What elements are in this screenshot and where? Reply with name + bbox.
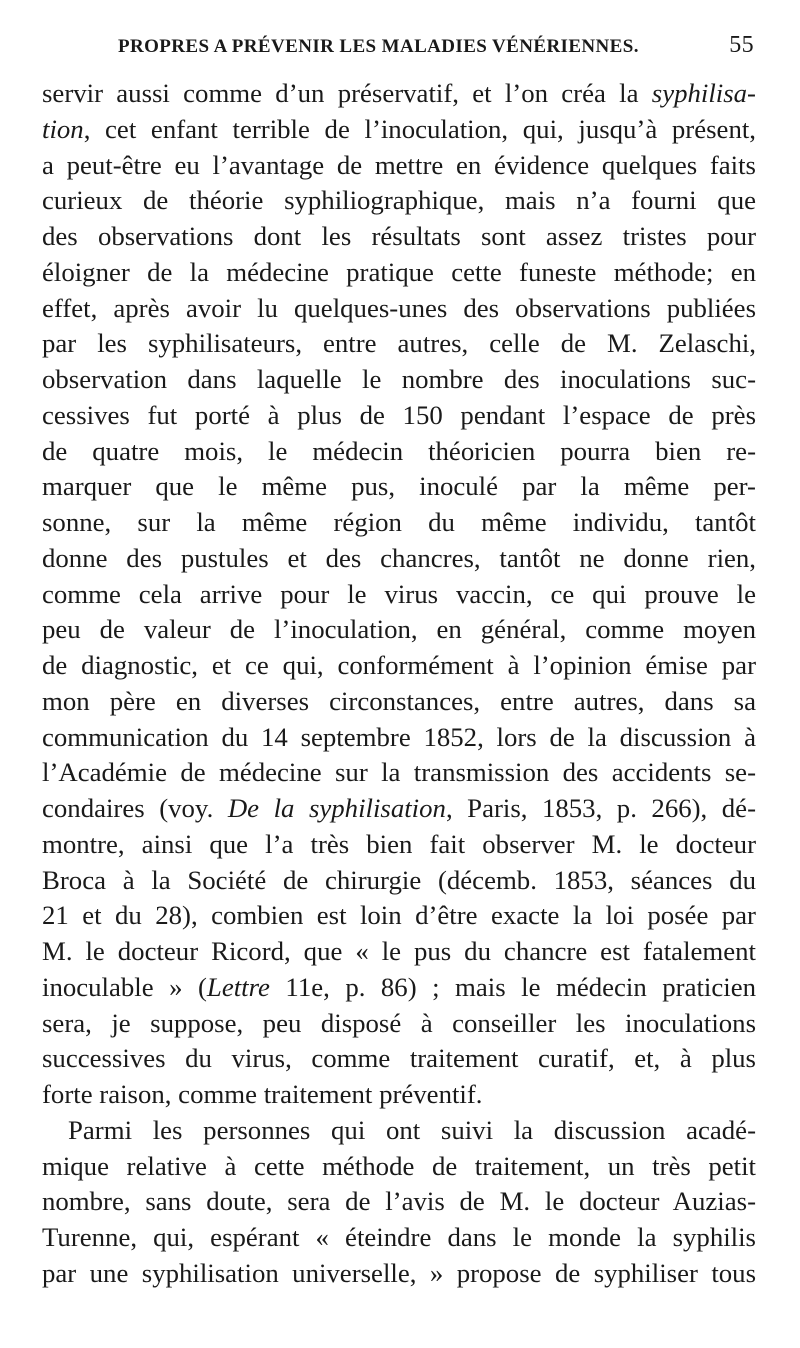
- text-segment: 21 et du 28), combien est loin d’être exacte la loi posée par: [42, 900, 756, 931]
- text-line: [42, 1041, 756, 1077]
- italic-text: De la syphilisation: [227, 793, 446, 823]
- text-segment: mon père en diverses circonstances, entre autres, dans sa: [42, 685, 756, 716]
- text-line: [42, 1006, 756, 1042]
- text-segment: sera, je suppose, peu disposé à conseiller les inoculations: [42, 1007, 756, 1038]
- text-line: [42, 219, 756, 255]
- text-segment: successives du virus, comme traitement curatif, et, à plus: [42, 1043, 756, 1074]
- text-line: [42, 112, 756, 148]
- text-line: [42, 183, 756, 219]
- text-segment: , cet enfant terrible de l’inoculation, qui, jusqu’à présent,: [83, 113, 756, 144]
- text-segment: l’Académie de médecine sur la transmission des accidents se-: [42, 757, 756, 788]
- text-segment: effet, après avoir lu quelques-unes des observations publiées: [42, 292, 756, 323]
- text-line: [42, 934, 756, 970]
- text-line: [42, 326, 756, 362]
- text-segment: curieux de théorie syphiliographique, mais n’a fourni que: [42, 185, 756, 216]
- text-line: [42, 720, 756, 756]
- text-line: [42, 612, 756, 648]
- text-segment: sonne, sur la même région du même individu, tantôt: [42, 507, 756, 537]
- text-line: [42, 898, 756, 934]
- text-line: [42, 398, 756, 434]
- text-line: [42, 648, 756, 684]
- text-segment: servir aussi comme d’un préservatif, et l’on créa la: [42, 78, 652, 108]
- text-segment: de quatre mois, le médecin théoricien pourra bien re-: [42, 435, 756, 466]
- text-line: [42, 827, 756, 863]
- text-line: [42, 1077, 756, 1113]
- text-segment: par les syphilisateurs, entre autres, celle de M. Zelaschi,: [42, 328, 756, 359]
- text-line: [42, 148, 756, 184]
- text-line: [42, 1220, 756, 1256]
- text-segment: cessives fut porté à plus de 150 pendant l’espace de près: [42, 399, 756, 430]
- text-segment: inoculable » (: [42, 971, 207, 1002]
- italic-text: tion: [42, 113, 84, 144]
- text-segment: par une syphilisation universelle, » propose de syphiliser tous: [42, 1257, 756, 1288]
- text-segment: M. le docteur Ricord, que « le pus du chancre est fatalement: [42, 936, 756, 966]
- text-line: [42, 577, 756, 613]
- text-segment: comme cela arrive pour le virus vaccin, ce qui prouve le: [42, 578, 756, 609]
- text-line: [42, 76, 756, 112]
- text-line: [42, 863, 756, 899]
- text-line: [42, 1149, 756, 1185]
- running-head: [118, 32, 754, 72]
- running-title: PROPRES A PRÉVENIR LES MALADIES VÉNÉRIENNES.: [118, 36, 639, 57]
- text-segment: , Paris, 1853, p. 266), dé-: [445, 793, 756, 823]
- text-line: [42, 1113, 756, 1149]
- text-segment: 11e, p. 86) ; mais le médecin praticien: [269, 971, 756, 1002]
- text-segment: a peut-être eu l’avantage de mettre en évidence quelques faits: [42, 149, 756, 180]
- body-text: [42, 76, 756, 1292]
- text-segment: communication du 14 septembre 1852, lors de la discussion à: [42, 721, 756, 752]
- text-segment: Broca à la Société de chirurgie (décemb. 1853, séances du: [42, 864, 756, 895]
- text-segment: montre, ainsi que l’a très bien fait observer M. le docteur: [42, 828, 756, 859]
- text-line: [42, 791, 756, 827]
- text-line: [42, 541, 756, 577]
- text-segment: Parmi les personnes qui ont suivi la discussion acadé-: [68, 1114, 756, 1145]
- text-line: [42, 255, 756, 291]
- text-line: [42, 362, 756, 398]
- text-segment: observation dans laquelle le nombre des inoculations suc-: [42, 364, 756, 394]
- text-line: [42, 970, 756, 1006]
- italic-text: syphilisa-: [651, 78, 756, 108]
- text-segment: de diagnostic, et ce qui, conformément à l’opinion émise par: [42, 650, 756, 680]
- text-line: [42, 434, 756, 470]
- text-segment: condaires (voy.: [42, 793, 228, 823]
- text-segment: mique relative à cette méthode de traitement, un très petit: [42, 1150, 756, 1181]
- text-segment: donne des pustules et des chancres, tantôt ne donne rien,: [42, 542, 756, 573]
- text-line: [42, 1256, 756, 1292]
- text-line: [42, 469, 756, 505]
- text-line: [42, 1184, 756, 1220]
- text-line: [42, 684, 756, 720]
- text-segment: peu de valeur de l’inoculation, en général, comme moyen: [42, 614, 756, 645]
- text-line: [42, 755, 756, 791]
- text-segment: des observations dont les résultats sont assez tristes pour: [42, 221, 756, 251]
- text-segment: marquer que le même pus, inoculé par la même per-: [42, 471, 756, 502]
- text-segment: nombre, sans doute, sera de l’avis de M. le docteur Auzias-: [42, 1186, 756, 1217]
- text-line: [42, 505, 756, 541]
- italic-text: Lettre: [206, 971, 270, 1002]
- text-segment: forte raison, comme traitement préventif.: [42, 1079, 483, 1109]
- page-number: 55: [729, 32, 754, 58]
- text-line: [42, 291, 756, 327]
- text-segment: Turenne, qui, espérant « éteindre dans le monde la syphilis: [42, 1222, 756, 1252]
- text-segment: éloigner de la médecine pratique cette funeste méthode; en: [42, 256, 756, 287]
